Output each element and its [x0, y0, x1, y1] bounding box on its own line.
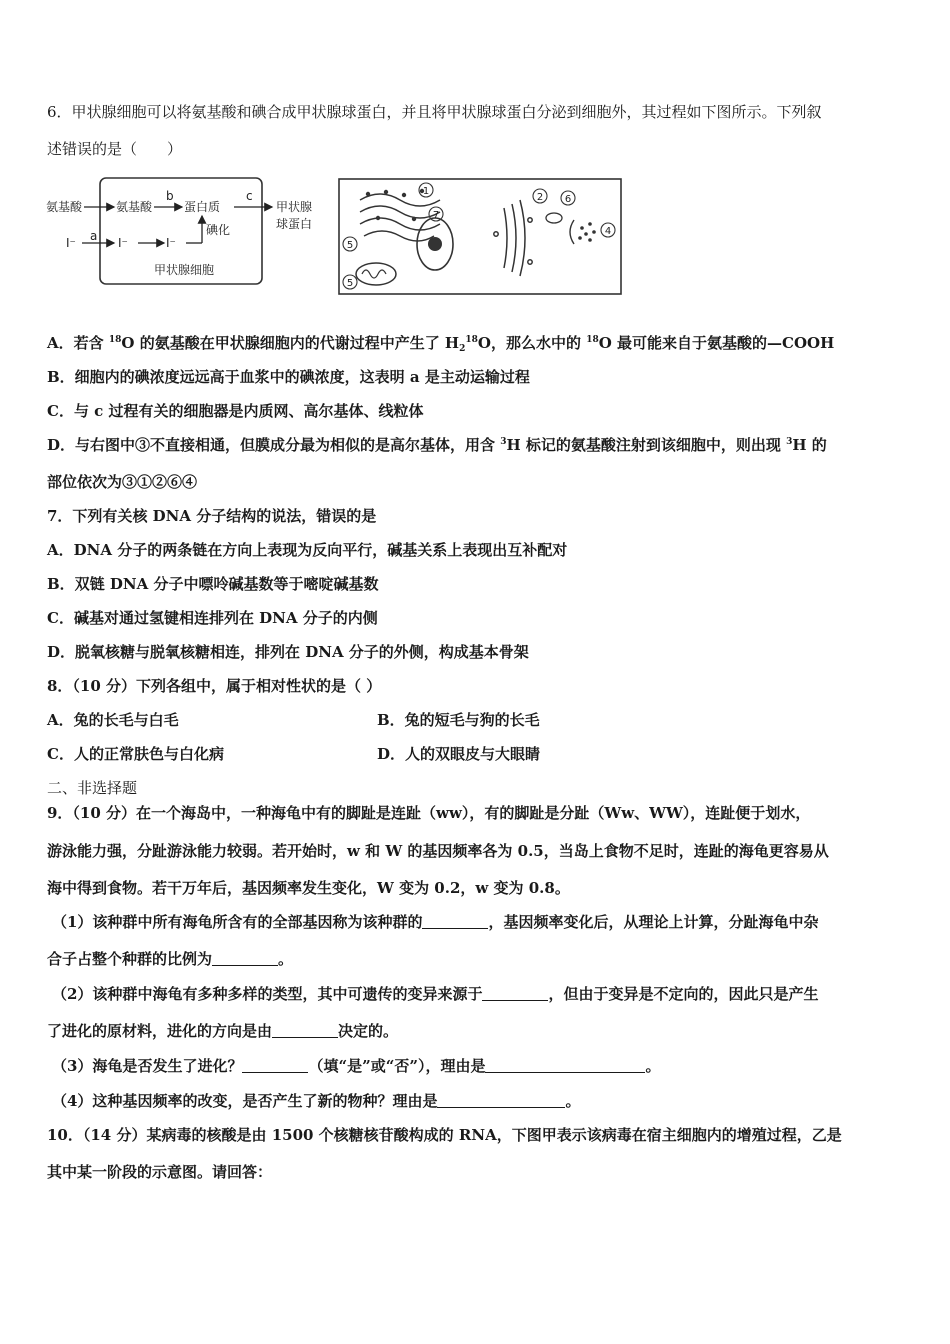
answer-blank[interactable]	[272, 1023, 338, 1038]
label-4: 4	[604, 226, 612, 237]
answer-blank[interactable]	[485, 1058, 645, 1073]
q8-stem: 8．（10 分）下列各组中，属于相对性状的是（ ）	[47, 677, 382, 695]
arrow-a-label: a	[90, 229, 98, 243]
protein-label: 蛋白质	[184, 200, 221, 214]
amino-outside-label: 氨基酸	[46, 200, 83, 214]
answer-blank[interactable]	[437, 1093, 565, 1108]
label-5a: 5	[346, 240, 354, 251]
q7-stem: 7．下列有关核 DNA 分子结构的说法，错误的是	[47, 507, 377, 525]
q7-option-b: B．双链 DNA 分子中嘌呤碱基数等于嘧啶碱基数	[47, 575, 379, 593]
q8-option-a: A．兔的长毛与白毛	[47, 711, 179, 729]
arrow-c-label: c	[246, 189, 253, 203]
q9-sub4: （4）这种基因频率的改变，是否产生了新的物种？理由是 。	[52, 1092, 581, 1110]
q9-line1: 9．（10 分）在一个海岛中，一种海龟中有的脚趾是连趾（ww），有的脚趾是分趾（Ww、WW），连趾便于划水，	[47, 804, 811, 822]
iodination-label: 碘化	[206, 223, 231, 237]
q6-option-b: B．细胞内的碘浓度远远高于血浆中的碘浓度，这表明 a 是主动运输过程	[47, 368, 530, 386]
q9-line3: 海中得到食物。若干万年后，基因频率发生变化，W 变为 0.2，w 变为 0.8。	[47, 879, 570, 897]
arrow-b-label: b	[166, 189, 174, 203]
q8-option-c: C．人的正常肤色与白化病	[47, 745, 224, 763]
thyroglobulin-label-2: 球蛋白	[276, 217, 313, 231]
iodide-outside-label: I⁻	[66, 236, 76, 250]
q9-sub1-line2: 合子占整个种群的比例为 。	[47, 950, 294, 968]
thyroglobulin-label-1: 甲状腺	[276, 200, 313, 214]
answer-blank[interactable]	[482, 986, 548, 1001]
answer-blank[interactable]	[212, 951, 278, 966]
q8-option-b: B．兔的短毛与狗的长毛	[377, 711, 540, 729]
q6-option-c: C．与 c 过程有关的细胞器是内质网、高尔基体、线粒体	[47, 402, 424, 420]
amino-inside-label: 氨基酸	[116, 200, 153, 214]
thyroid-process-diagram	[46, 172, 326, 292]
q6-stem-line2: 述错误的是（ ）	[47, 140, 183, 158]
section-heading: 二、非选择题	[47, 779, 138, 797]
q9-sub1: （1）该种群中所有海龟所含有的全部基因称为该种群的 ，基因频率变化后，从理论上计算，分趾海龟中杂	[52, 913, 819, 931]
q8-option-d: D．人的双眼皮与大眼睛	[377, 745, 541, 763]
label-6: 6	[564, 194, 572, 205]
cell-label: 甲状腺细胞	[154, 263, 215, 277]
answer-blank[interactable]	[422, 914, 488, 929]
label-5b: 5	[346, 278, 354, 289]
label-1: 1	[422, 186, 430, 197]
vesicle-icon	[546, 213, 562, 223]
cell-ultrastructure-diagram	[338, 178, 628, 296]
q7-option-c: C．碱基对通过氢键相连排列在 DNA 分子的内侧	[47, 609, 378, 627]
q9-sub2-line2: 了进化的原材料，进化的方向是由 决定的。	[47, 1022, 399, 1040]
q6-option-a: A．若含 $^{18}$O 的氨基酸在甲状腺细胞内的代谢过程中产生了 $H_2^{18}O$，那么水中的 $^{18}$O 最可能来自于氨基酸的—COOH	[47, 334, 835, 354]
q9-sub3: （3）海龟是否发生了进化？ （填“是”或“否”），理由是 。	[52, 1057, 661, 1075]
answer-blank[interactable]	[242, 1058, 308, 1073]
q6-option-d: D．与右图中③不直接相通，但膜成分最为相似的是高尔基体，用含 $^3$H 标记的氨基酸注射到该细胞中，则出现 $^3$H 的	[47, 436, 827, 454]
q9-line2: 游泳能力强，分趾游泳能力较弱。若开始时，w 和 W 的基因频率各为 0.5，当岛上食物不足时，连趾的海龟更容易从	[47, 842, 829, 860]
q10-line2: 其中某一阶段的示意图。请回答：	[47, 1163, 273, 1181]
q7-option-a: A．DNA 分子的两条链在方向上表现为反向平行，碱基关系上表现出互补配对	[47, 541, 568, 559]
label-2: 2	[536, 192, 544, 203]
secretion-icon	[578, 222, 596, 242]
iodide-inside-label-1: I⁻	[118, 236, 128, 250]
label-7: 7	[432, 210, 440, 221]
q6-option-d-line2: 部位依次为③①②⑥④	[47, 473, 198, 491]
iodide-inside-label-2: I⁻	[166, 236, 176, 250]
q6-stem-line1: 6．甲状腺细胞可以将氨基酸和碘合成甲状腺球蛋白，并且将甲状腺球蛋白分泌到细胞外，其过程如下图所示。下列叙	[47, 103, 822, 121]
q10-line1: 10．（14 分）某病毒的核酸是由 1500 个核糖核苷酸构成的 RNA，下图甲表示该病毒在宿主细胞内的增殖过程，乙是	[47, 1126, 842, 1144]
q9-sub2: （2）该种群中海龟有多种多样的类型，其中可遗传的变异来源于 ，但由于变异是不定向的，因此只是产生	[52, 985, 819, 1003]
q7-option-d: D．脱氧核糖与脱氧核糖相连，排列在 DNA 分子的外侧，构成基本骨架	[47, 643, 529, 661]
golgi-apparatus-icon	[494, 200, 532, 276]
